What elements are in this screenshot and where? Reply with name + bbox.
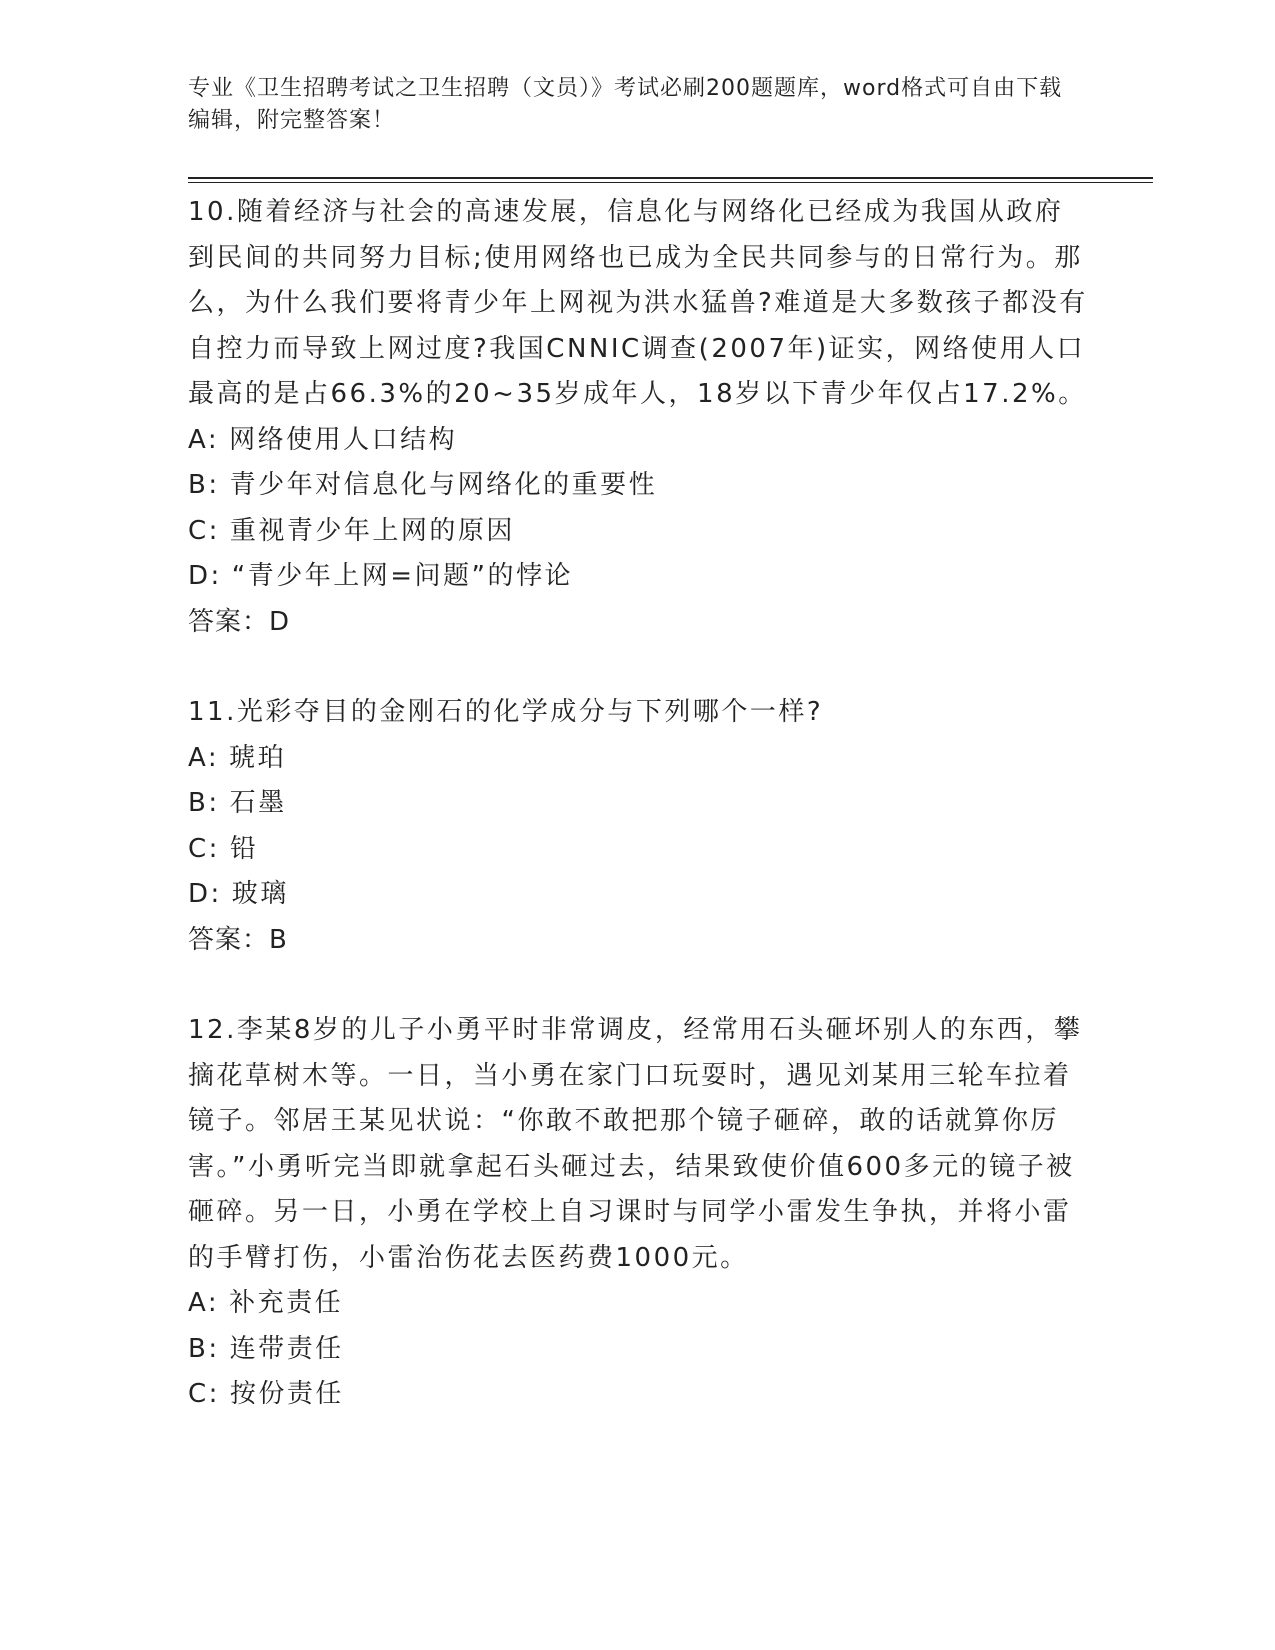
option-a (188, 1281, 1088, 1327)
question-11 (188, 690, 1088, 963)
option-b (188, 1327, 1088, 1373)
option-d (188, 872, 1088, 918)
option-key: D: (188, 561, 222, 591)
question-stem: 12.李某8岁的儿子小勇平时非常调皮，经常用石头砸坏别人的东西，攀摘花草树木等。一日，当小勇在家门口玩耍时，遇见刘某用三轮车拉着镜子。邻居王某见状说：“你敢不敢把那个镜子砸碎，敢的话就算你厉害。”小勇听完当即就拿起石头砸过去，结果致使价值600多元的镜子被砸碎。另一日，小勇在学校上自习课时与同学小雷发生争执，并将小雷的手臂打伤，小雷治伤花去医药费1000元。 (188, 1015, 1083, 1273)
option-a (188, 736, 1088, 782)
option-text: 铅 (229, 833, 259, 864)
option-c (188, 509, 1088, 555)
option-text: 青少年对信息化与网络化的重要性 (229, 470, 658, 500)
option-key: A: (188, 742, 220, 773)
option-b (188, 463, 1088, 509)
document-header: 专业《卫生招聘考试之卫生招聘（文员）》考试必刷200题题库，word格式可自由下载编辑，附完整答案！ (188, 76, 1063, 133)
option-c (188, 827, 1088, 873)
question-12 (188, 1008, 1088, 1418)
answer-line: 答案：B (188, 924, 288, 955)
option-key: C: (188, 1379, 220, 1409)
option-key: D: (188, 879, 222, 909)
option-key: C: (188, 515, 220, 546)
question-stem: 11.光彩夺目的金刚石的化学成分与下列哪个一样? (188, 697, 824, 727)
option-key: A: (188, 1288, 220, 1318)
option-key: B: (188, 788, 220, 818)
option-text: 补充责任 (229, 1288, 344, 1318)
option-b (188, 781, 1088, 827)
header-divider-thin (188, 182, 1153, 183)
option-key: A: (188, 424, 220, 455)
option-text: 按份责任 (229, 1379, 344, 1409)
option-key: B: (188, 1333, 220, 1364)
option-d (188, 554, 1088, 600)
question-spacer (188, 645, 1088, 690)
option-text: 玻璃 (231, 879, 289, 909)
question-stem: 10.随着经济与社会的高速发展，信息化与网络化已经成为我国从政府到民间的共同努力目标;使用网络也已成为全民共同参与的日常行为。那么，为什么我们要将青少年上网视为洪水猛兽?难道是大多数孩子都没有自控力而导致上网过度?我国CNNIC调查(2007年)证实，网络使用人口最高的是占66.3%的20~35岁成年人，18岁以下青少年仅占17.2%。 (188, 197, 1088, 409)
option-text: 网络使用人口结构 (229, 424, 458, 455)
option-key: C: (188, 833, 220, 864)
option-text: 重视青少年上网的原因 (229, 515, 515, 546)
option-c (188, 1372, 1088, 1418)
answer-line: 答案：D (188, 606, 291, 637)
header-divider-thick (188, 177, 1153, 179)
option-key: B: (188, 470, 220, 500)
option-text: “青少年上网=问题”的悖论 (231, 561, 574, 591)
option-a (188, 418, 1088, 464)
question-10 (188, 190, 1088, 645)
option-text: 琥珀 (229, 742, 287, 773)
option-text: 连带责任 (229, 1333, 344, 1364)
question-spacer (188, 963, 1088, 1008)
question-list (188, 190, 1088, 1418)
option-text: 石墨 (229, 788, 287, 818)
